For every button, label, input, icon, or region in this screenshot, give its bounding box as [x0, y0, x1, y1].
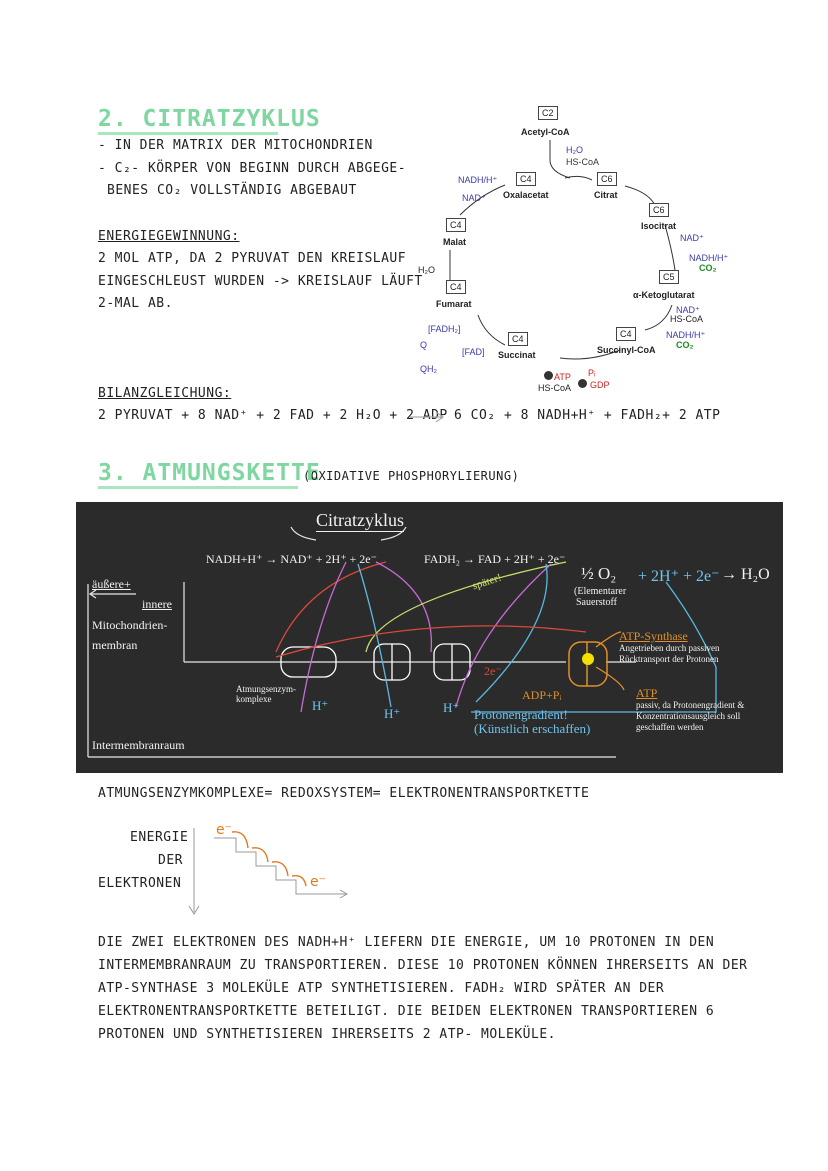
- compound-ketoglutarat: α-Ketoglutarat: [633, 290, 695, 300]
- diagram-mito: Mitochondrien-: [92, 618, 168, 632]
- text-line: 2 MOL ATP, DA 2 PYRUVAT DEN KREISLAUF: [98, 251, 407, 266]
- title-underline: [98, 132, 278, 135]
- diagram-half-o2: ½ O₂: [581, 564, 617, 583]
- diagram-hplus: H⁺: [384, 706, 401, 721]
- diagram-intermembran: Intermembranraum: [92, 738, 185, 752]
- energy-label: ELEKTRONEN: [98, 876, 182, 891]
- bilanz-heading: BILANZGLEICHUNG:: [98, 386, 232, 401]
- label-qh2: QH₂: [420, 364, 437, 374]
- dot-icon: [544, 371, 553, 380]
- bilanz-right: 6 CO₂ + 8 NADH+H⁺ + FADH₂+ 2 ATP: [454, 408, 721, 423]
- diagram-atp: ATP: [636, 686, 658, 700]
- section-title-atmungskette: 3. ATMUNGSKETTE: [98, 460, 321, 486]
- box-c4: C4: [446, 218, 466, 232]
- diagram-hplus: H⁺: [443, 700, 460, 715]
- label-co2: CO₂: [676, 340, 694, 350]
- label-co2: CO₂: [699, 263, 717, 273]
- electron-top: e⁻: [216, 822, 233, 838]
- section-subtitle: (OXIDATIVE PHOSPHORYLIERUNG): [303, 469, 520, 483]
- label-atp: ATP: [554, 372, 571, 382]
- box-c4: C4: [616, 327, 636, 341]
- diagram-elem2: Sauerstoff: [576, 597, 617, 608]
- diagram-atmung: Atmungsenzym-: [236, 684, 296, 694]
- atmungskette-diagram: [76, 502, 783, 773]
- paragraph-line: INTERMEMBRANRAUM ZU TRANSPORTIEREN. DIESE 10 PROTONEN KÖNNEN IHRERSEITS AN DER: [98, 958, 748, 973]
- diagram-membran: membran: [92, 638, 138, 652]
- diagram-eq1: NADH+H⁺ → NAD⁺ + 2H⁺ + 2e⁻: [206, 552, 377, 566]
- box-c6: C6: [649, 203, 669, 217]
- diagram-elem1: (Elementarer: [574, 586, 627, 597]
- label-nad: NAD⁺: [680, 233, 704, 243]
- label-nad: NAD⁺: [462, 193, 486, 203]
- label-fadh2: [FADH₂]: [428, 324, 461, 334]
- label-h2o: H₂O: [566, 145, 583, 155]
- label-gdp: GDP: [590, 380, 610, 390]
- compound-citrat: Citrat: [594, 190, 618, 200]
- box-c5: C5: [659, 270, 679, 284]
- diagram-e2: 2e⁻: [484, 664, 502, 678]
- label-q: Q: [420, 340, 428, 350]
- electron-bottom: e⁻: [310, 874, 327, 890]
- diagram-atp-syn-note: Rücktransport der Protonen: [619, 654, 719, 664]
- compound-acetyl-coa: Acetyl-CoA: [521, 127, 570, 137]
- compound-fumarat: Fumarat: [436, 299, 472, 309]
- label-nad: NAD⁺: [676, 305, 700, 315]
- diagram-eq2: FADH₂ → FAD + 2H⁺ + 2e⁻: [424, 552, 566, 566]
- text-line: - IN DER MATRIX DER MITOCHONDRIEN: [98, 138, 373, 153]
- label-pi: Pᵢ: [588, 368, 596, 378]
- compound-succinat: Succinat: [498, 350, 536, 360]
- staircase-graphic: [186, 820, 366, 920]
- label-hscoa: HS-CoA: [538, 383, 572, 393]
- box-c2: C2: [538, 106, 558, 120]
- box-c4: C4: [516, 172, 536, 186]
- text-line: - C₂- KÖRPER VON BEGINN DURCH ABGEGE-: [98, 161, 407, 176]
- diagram-gradient: (Künstlich erschaffen): [474, 721, 591, 736]
- label-fad: [FAD]: [462, 347, 485, 357]
- paragraph-line: ELEKTRONENTRANSPORTKETTE BETEILIGT. DIE BEIDEN ELEKTRONEN TRANSPORTIEREN 6: [98, 1004, 715, 1019]
- diagram-atp-synthase: ATP-Synthase: [619, 629, 688, 643]
- diagram-innere: innere: [142, 597, 172, 611]
- paragraph-line: DIE ZWEI ELEKTRONEN DES NADH+H⁺ LIEFERN DIE ENERGIE, UM 10 PROTONEN IN DEN: [98, 935, 715, 950]
- compound-malat: Malat: [443, 237, 467, 247]
- compound-oxalacetat: Oxalacetat: [503, 190, 549, 200]
- energy-label: DER: [158, 853, 183, 868]
- bilanz-left: 2 PYRUVAT + 8 NAD⁺ + 2 FAD + 2 H₂O + 2 ADP: [98, 408, 448, 423]
- diagram-citratzyklus: Citratzyklus: [316, 510, 404, 530]
- text-line: EINGESCHLEUST WURDEN -> KREISLAUF LÄUFT: [98, 274, 423, 289]
- title-underline: [98, 486, 298, 489]
- label-h2o: H₂O: [418, 265, 435, 275]
- diagram-spaeter: später!: [470, 571, 504, 593]
- arrow-right-icon: [408, 410, 448, 424]
- label-nadh: NADH/H⁺: [666, 330, 706, 340]
- box-c4: C4: [508, 332, 528, 346]
- paragraph-line: PROTONEN UND SYNTHETISIEREN IHRERSEITS 2 ATP- MOLEKÜLE.: [98, 1027, 556, 1042]
- paragraph-line: ATP-SYNTHASE 3 MOLEKÜLE ATP SYNTHETISIEREN. FADH₂ WIRD SPÄTER AN DER: [98, 981, 665, 996]
- diagram-aeussere: äußere+: [92, 577, 131, 591]
- text-line: 2-MAL AB.: [98, 296, 173, 311]
- label-hscoa: HS-CoA: [566, 157, 600, 167]
- definition-line: ATMUNGSENZYMKOMPLEXE= REDOXSYSTEM= ELEKTRONENTRANSPORTKETTE: [98, 786, 590, 801]
- diagram-atp-syn-note: Angetrieben durch passiven: [619, 643, 720, 653]
- compound-isocitrat: Isocitrat: [641, 221, 677, 231]
- diagram-atp-note: passiv, da Protonengradient &: [636, 700, 745, 710]
- box-c4: C4: [446, 280, 466, 294]
- diagram-atp-note: Konzentrationsausgleich soll: [636, 711, 741, 721]
- dot-icon: [578, 379, 587, 388]
- diagram-h2o: → H₂O: [721, 566, 770, 583]
- diagram-adp: ADP+Pᵢ: [522, 688, 562, 702]
- compound-succinyl-coa: Succinyl-CoA: [597, 345, 656, 355]
- energy-label: ENERGIE: [130, 830, 189, 845]
- section-title-citratzyklus: 2. CITRATZYKLUS: [98, 106, 321, 132]
- diagram-h-top: + 2H⁺ + 2e⁻: [638, 568, 720, 585]
- box-c6: C6: [597, 172, 617, 186]
- energie-heading: ENERGIEGEWINNUNG:: [98, 229, 240, 244]
- label-nadh: NADH/H⁺: [689, 253, 729, 263]
- label-hscoa: HS-CoA: [670, 314, 704, 324]
- diagram-atp-note: geschaffen werden: [636, 722, 704, 732]
- diagram-atmung: komplexe: [236, 694, 272, 704]
- label-nadh: NADH/H⁺: [458, 175, 498, 185]
- diagram-gradient: Protonengradient!: [474, 707, 568, 722]
- text-line: BENES CO₂ VOLLSTÄNDIG ABGEBAUT: [107, 183, 357, 198]
- diagram-hplus: H⁺: [312, 698, 329, 713]
